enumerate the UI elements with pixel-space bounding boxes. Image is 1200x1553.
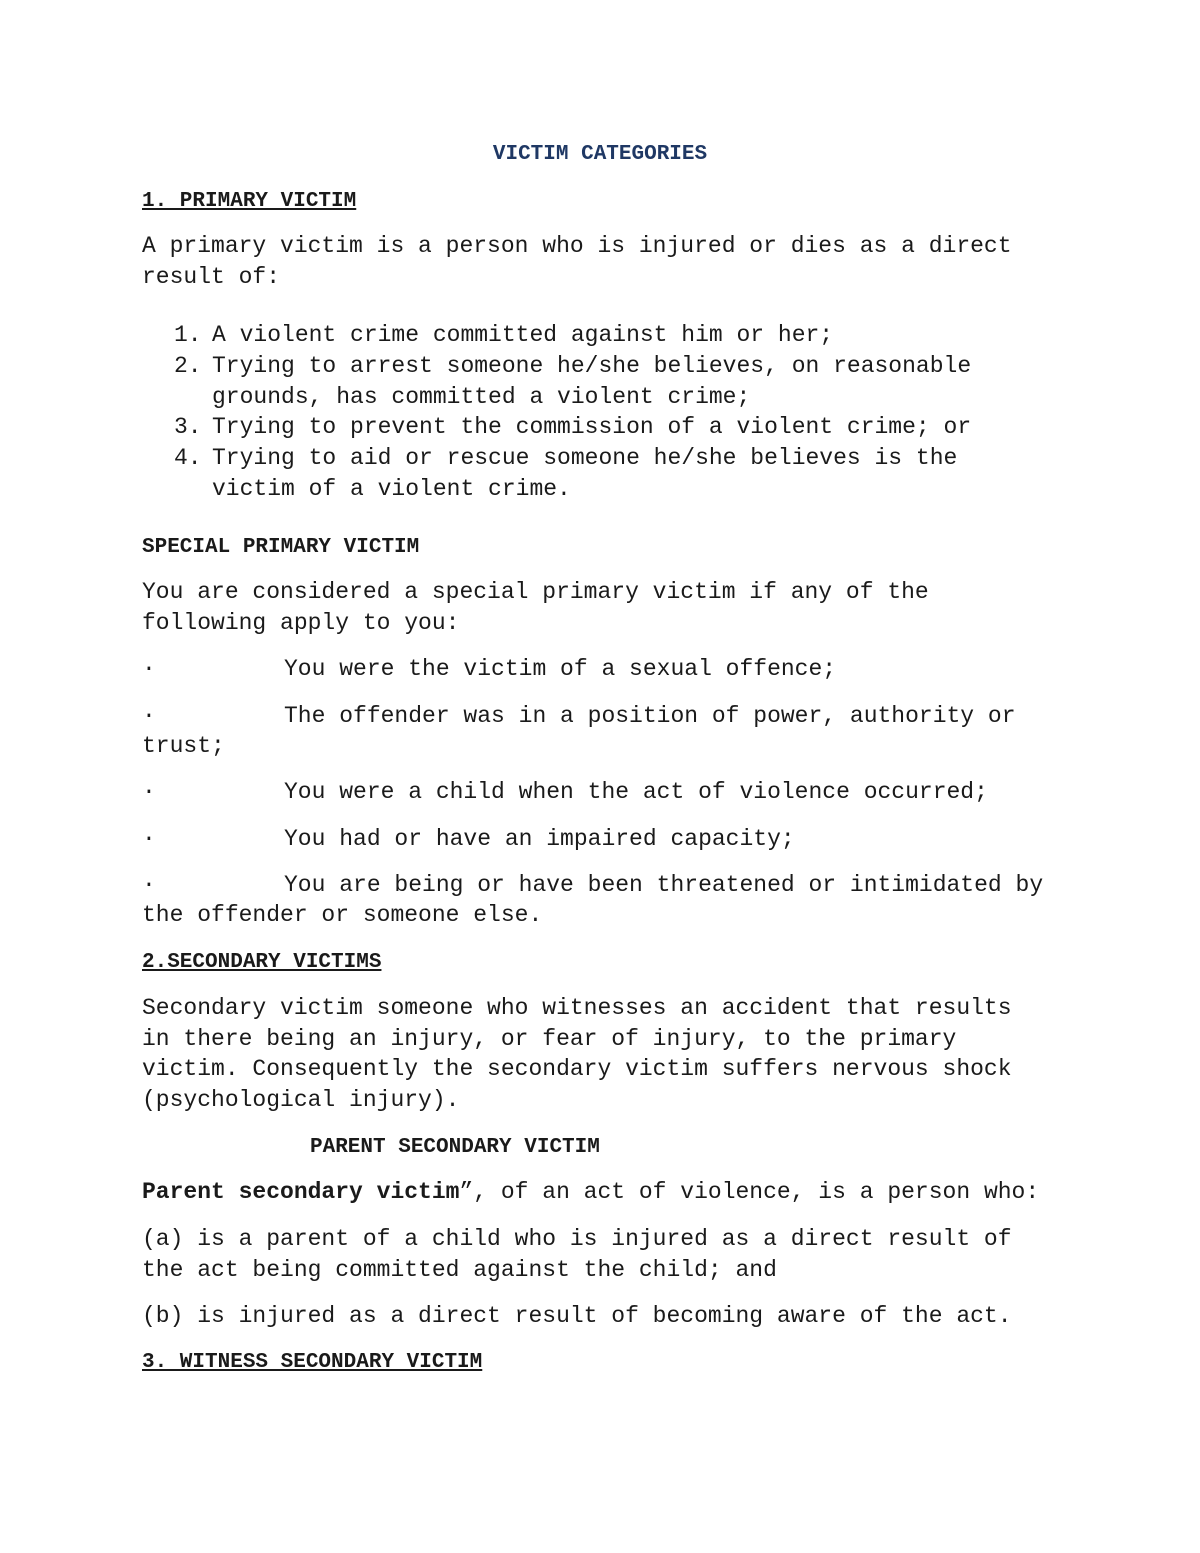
parent-definition-rest: ”, of an act of violence, is a person who:	[459, 1179, 1040, 1205]
list-number: 4.	[174, 445, 202, 471]
list-item-continuation: victim of a violent crime.	[212, 476, 571, 502]
bullet-item-continuation: the offender or someone else.	[142, 902, 543, 928]
bullet-item: You were a child when the act of violence occurred;	[284, 779, 988, 805]
parent-definition-term: Parent secondary victim	[142, 1179, 460, 1205]
list-item: A violent crime committed against him or her;	[212, 322, 834, 348]
page-title: VICTIM CATEGORIES	[492, 143, 708, 166]
list-number: 3.	[174, 414, 202, 440]
list-item: Trying to arrest someone he/she believes, on reasonable	[212, 353, 972, 379]
bullet-item: You are being or have been threatened or intimidated by	[284, 872, 1044, 898]
primary-victim-heading: 1. PRIMARY VICTIM	[142, 190, 357, 213]
list-number: 2.	[174, 353, 202, 379]
secondary-victims-heading: 2.SECONDARY VICTIMS	[142, 951, 382, 974]
parent-clause-b: (b) is injured as a direct result of becoming aware of the act.	[142, 1303, 1012, 1329]
special-primary-heading: SPECIAL PRIMARY VICTIM	[142, 536, 420, 559]
parent-clause-a-line-2: the act being committed against the child; and	[142, 1257, 777, 1283]
special-intro-line-2: following apply to you:	[142, 610, 460, 636]
list-number: 1.	[174, 322, 202, 348]
primary-intro-line-1: A primary victim is a person who is injured or dies as a direct	[142, 233, 1012, 259]
secondary-line-2: in there being an injury, or fear of injury, to the primary	[142, 1026, 957, 1052]
bullet-icon: ·	[142, 656, 156, 682]
secondary-line-3: victim. Consequently the secondary victim suffers nervous shock	[142, 1056, 1012, 1082]
secondary-line-4: (psychological injury).	[142, 1087, 460, 1113]
bullet-item: The offender was in a position of power, authority or	[284, 703, 1016, 729]
bullet-icon: ·	[142, 826, 156, 852]
bullet-icon: ·	[142, 872, 156, 898]
primary-intro-line-2: result of:	[142, 264, 281, 290]
witness-secondary-heading: 3. WITNESS SECONDARY VICTIM	[142, 1351, 483, 1374]
bullet-item: You were the victim of a sexual offence;	[284, 656, 837, 682]
bullet-icon: ·	[142, 779, 156, 805]
parent-secondary-heading: PARENT SECONDARY VICTIM	[310, 1136, 600, 1159]
list-item: Trying to aid or rescue someone he/she believes is the	[212, 445, 958, 471]
secondary-line-1: Secondary victim someone who witnesses an accident that results	[142, 995, 1012, 1021]
bullet-item-continuation: trust;	[142, 733, 225, 759]
special-intro-line-1: You are considered a special primary victim if any of the	[142, 579, 929, 605]
bullet-item: You had or have an impaired capacity;	[284, 826, 795, 852]
parent-definition	[142, 1177, 1039, 1208]
parent-clause-a-line-1: (a) is a parent of a child who is injured as a direct result of	[142, 1226, 1012, 1252]
list-item-continuation: grounds, has committed a violent crime;	[212, 384, 751, 410]
list-item: Trying to prevent the commission of a violent crime; or	[212, 414, 972, 440]
bullet-icon: ·	[142, 703, 156, 729]
